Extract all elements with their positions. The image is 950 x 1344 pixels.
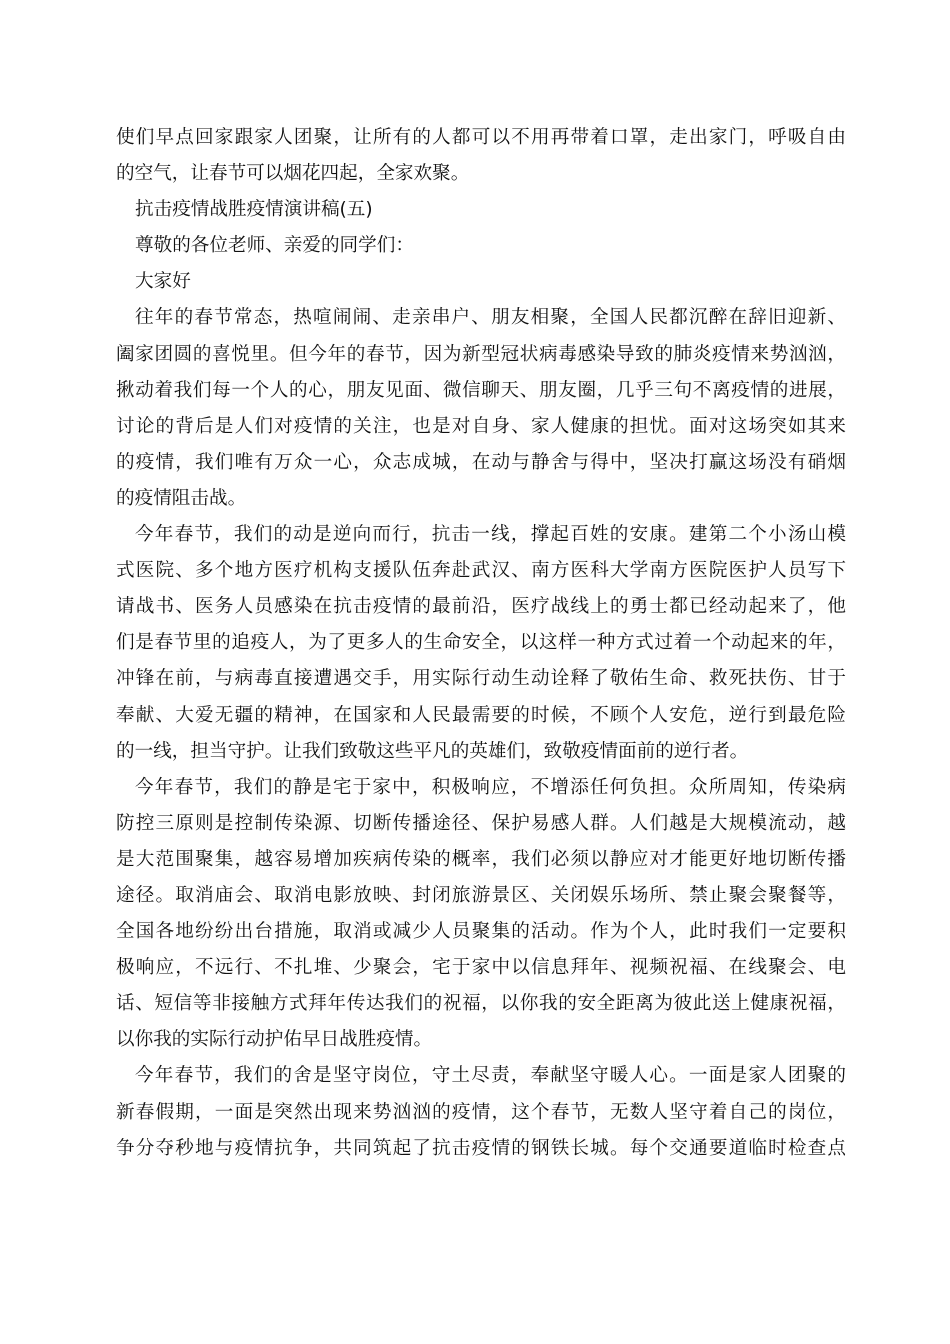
text-line: 极响应，不远行、不扎堆、少聚会，宅于家中以信息拜年、视频祝福、在线聚会、电 [116,957,846,979]
text-line: 抗击疫情战胜疫情演讲稿(五) [135,199,373,221]
text-line: 的一线，担当守护。让我们致敬这些平凡的英雄们，致敬疫情面前的逆行者。 [116,740,749,762]
text-line: 冲锋在前，与病毒直接遭遇交手，用实际行动生动诠释了敬佑生命、救死扶伤、甘于 [116,668,846,690]
text-line: 式医院、多个地方医疗机构支援队伍奔赴武汉、南方医科大学南方医院医护人员写下 [116,560,846,582]
text-line: 争分夺秒地与疫情抗争，共同筑起了抗击疫情的钢铁长城。每个交通要道临时检查点 [116,1137,846,1159]
text-line: 防控三原则是控制传染源、切断传播途径、保护易感人群。人们越是大规模流动，越 [116,812,846,834]
text-line: 往年的春节常态，热喧闹闹、走亲串户、朋友相聚，全国人民都沉醉在辞旧迎新、 [135,307,846,329]
text-line: 的空气，让春节可以烟花四起，全家欢聚。 [116,163,470,185]
text-line: 揪动着我们每一个人的心，朋友见面、微信聊天、朋友圈，几乎三句不离疫情的进展， [116,379,846,401]
text-line: 今年春节，我们的动是逆向而行，抗击一线，撑起百姓的安康。建第二个小汤山模 [135,524,846,546]
text-line: 大家好 [135,271,191,293]
text-line: 全国各地纷纷出台措施，取消或减少人员聚集的活动。作为个人，此时我们一定要积 [116,921,846,943]
text-line: 话、短信等非接触方式拜年传达我们的祝福，以你我的安全距离为彼此送上健康祝福， [116,993,846,1015]
text-line: 的疫情，我们唯有万众一心，众志成城，在动与静舍与得中，坚决打赢这场没有硝烟 [116,451,846,473]
text-line: 的疫情阻击战。 [116,487,247,509]
text-line: 阖家团圆的喜悦里。但今年的春节，因为新型冠状病毒感染导致的肺炎疫情来势汹汹， [116,343,846,365]
text-line: 以你我的实际行动护佑早日战胜疫情。 [116,1029,433,1051]
text-line: 使们早点回家跟家人团聚，让所有的人都可以不用再带着口罩，走出家门，呼吸自由 [116,127,846,148]
text-line: 新春假期，一面是突然出现来势汹汹的疫情，这个春节，无数人坚守着自己的岗位， [116,1101,846,1123]
text-line: 奉献、大爱无疆的精神，在国家和人民最需要的时候，不顾个人安危，逆行到最危险 [116,704,846,726]
text-line: 是大范围聚集，越容易增加疾病传染的概率，我们必须以静应对才能更好地切断传播 [116,848,846,870]
text-line: 今年春节，我们的舍是坚守岗位，守土尽责，奉献坚守暖人心。一面是家人团聚的 [135,1065,846,1087]
text-line: 请战书、医务人员感染在抗击疫情的最前沿，医疗战线上的勇士都已经动起来了，他 [116,596,846,618]
document-body [116,120,846,1167]
text-line: 尊敬的各位老师、亲爱的同学们： [135,235,414,257]
text-line: 今年春节，我们的静是宅于家中，积极响应，不增添任何负担。众所周知，传染病 [135,776,846,798]
text-line: 途径。取消庙会、取消电影放映、封闭旅游景区、关闭娱乐场所、禁止聚会聚餐等， [116,884,846,906]
text-line: 们是春节里的追疫人，为了更多人的生命安全，以这样一种方式过着一个动起来的年， [116,632,846,654]
text-line: 讨论的背后是人们对疫情的关注，也是对自身、家人健康的担忧。面对这场突如其来 [116,415,846,437]
